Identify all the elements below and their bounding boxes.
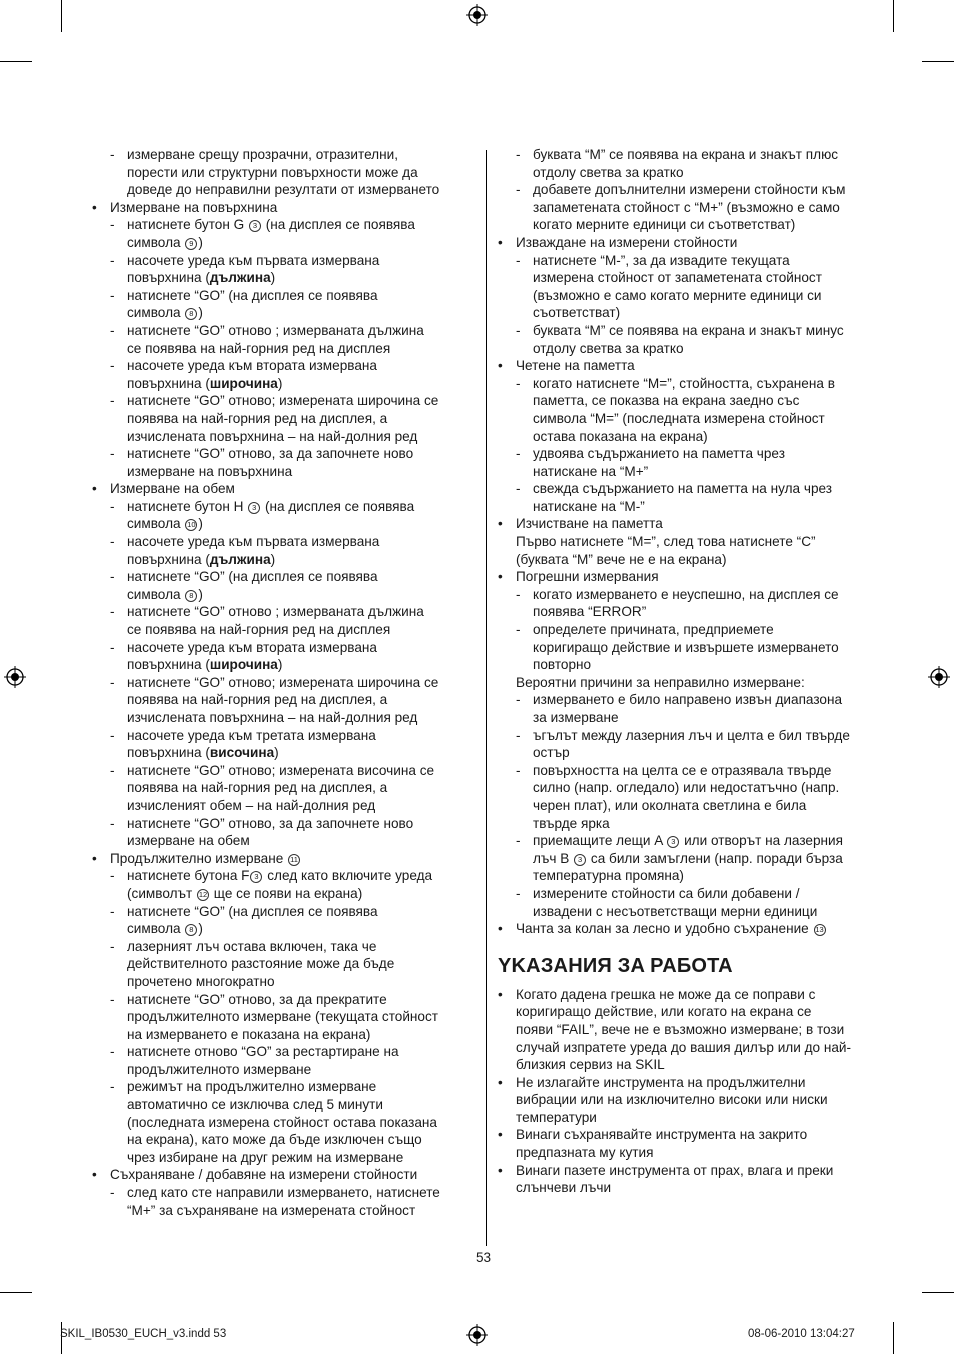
text-segment: ъгълът между лазерния лъч и целта е бил твърде	[533, 727, 850, 743]
dash-item	[496, 885, 882, 903]
text-segment: )	[198, 516, 203, 532]
text-segment: лазерният лъч остава включен, така че	[127, 938, 377, 954]
text-segment: символа	[127, 921, 185, 937]
dash-continuation	[90, 463, 475, 481]
text-segment: появява на най-горния ред на дисплея, а	[127, 780, 388, 796]
dash-continuation	[496, 410, 882, 428]
dash-item	[90, 1043, 475, 1061]
text-segment: натиснете бутон G	[127, 217, 248, 233]
dash-item	[90, 568, 475, 586]
text-segment: измерване срещу прозрачни, отразителни,	[127, 147, 398, 162]
text-segment: действителното разстояние може да бъде	[127, 956, 395, 972]
circled-number-icon: 3	[250, 871, 262, 883]
text-segment: (на дисплея се появява	[261, 217, 415, 233]
text-segment: насочете уреда към втората измервана	[127, 358, 377, 374]
dash-continuation	[90, 269, 475, 287]
text-segment: Изваждане на измерени стойности	[516, 234, 738, 250]
text-segment: символа	[127, 516, 185, 532]
circled-number-icon: 3	[574, 854, 586, 866]
text-segment: силно (напр. огледало) или недостатъчно (напр.	[533, 780, 840, 796]
dash-item	[90, 1184, 475, 1202]
text-segment: отдолу светва за кратко	[533, 340, 684, 356]
bullet-continuation	[496, 1109, 882, 1127]
text-segment: )	[198, 921, 203, 937]
text-segment: появи “FAIL”, вече не е възможно измерване; в този	[516, 1021, 845, 1037]
bullet-continuation	[496, 1003, 882, 1021]
text-segment: натиснете отново “GO” за рестартиране на	[127, 1044, 399, 1060]
text-segment: (възможно е само когато мерните единици си	[533, 287, 822, 303]
circled-number-icon: 3	[667, 836, 679, 848]
dash-continuation	[90, 1202, 475, 1220]
dash-continuation	[496, 269, 882, 287]
column-divider	[486, 150, 487, 1246]
dash-continuation	[496, 815, 882, 833]
text-segment: )	[270, 551, 276, 567]
text-segment: натиснете “GO” отново, за да започнете ново	[127, 815, 414, 831]
crop-mark	[922, 1292, 954, 1293]
text-segment: вибрации или на изключително високи или ниски	[516, 1092, 828, 1108]
dash-continuation	[90, 779, 475, 797]
text-segment: натиснете бутона F	[127, 868, 250, 884]
dash-item	[496, 832, 882, 850]
text-segment: Измерване на обем	[110, 481, 235, 497]
dash-continuation	[90, 920, 475, 938]
text-segment: натиснете бутон H	[127, 498, 248, 514]
text-segment: твърде ярка	[533, 815, 610, 831]
text-segment: повърхнина (	[127, 375, 210, 391]
text-segment: измерване на обем	[127, 833, 250, 849]
dash-item	[496, 621, 882, 639]
text-segment: се появява на най-горния ред на дисплея	[127, 340, 391, 356]
dash-continuation	[90, 621, 475, 639]
bullet-continuation	[496, 1179, 882, 1197]
text-segment: чрез избиране на друг режим на измерване	[127, 1149, 404, 1165]
bullet-continuation	[496, 1056, 882, 1074]
text-segment: натиснете “GO” отново ; измерваната дължина	[127, 604, 424, 620]
text-segment: натиснете “GO” отново, за да прекратите	[127, 991, 387, 1007]
bullet-item	[496, 568, 882, 586]
dash-continuation	[496, 709, 882, 727]
dash-continuation	[496, 498, 882, 516]
text-segment: удвоява съдържанието на паметта чрез	[533, 446, 785, 462]
dash-continuation	[90, 744, 475, 762]
dash-continuation	[90, 551, 475, 569]
bullet-item	[90, 1166, 475, 1184]
text-segment: символа “M=” (последната измерена стойност	[533, 410, 825, 426]
text-segment: Винаги пазете инструмента от прах, влага и преки	[516, 1162, 834, 1178]
dash-continuation	[90, 1114, 475, 1132]
dash-continuation	[496, 340, 882, 358]
dash-continuation	[90, 973, 475, 991]
text-segment: появява “ERROR”	[533, 604, 647, 620]
text-segment: символа	[127, 586, 185, 602]
text-segment: предпазната му кутия	[516, 1145, 654, 1161]
registration-mark-icon	[466, 4, 488, 26]
dash-continuation	[90, 691, 475, 709]
section-heading: YKAЗAHИЯ ЗA PAБOTA	[498, 954, 733, 977]
text-segment: или отворът на лазерния	[680, 833, 844, 849]
text-segment: след като сте направили измерването, натиснете	[127, 1185, 440, 1201]
text-segment: Изчистване на паметта	[516, 516, 663, 532]
dash-item	[496, 445, 882, 463]
dash-continuation	[90, 1008, 475, 1026]
dash-item	[496, 480, 882, 498]
text-segment: когато измерването е неуспешно, на дисплея се	[533, 586, 839, 602]
dash-continuation	[90, 375, 475, 393]
dash-continuation	[90, 181, 475, 199]
circled-number-icon: 12	[198, 889, 208, 899]
text-segment: температури	[516, 1109, 597, 1125]
text-segment: съответстват)	[533, 305, 621, 321]
text-segment: ще се появи на екрана)	[210, 885, 363, 901]
page-number: 53	[476, 1250, 492, 1265]
text-segment: (символът	[127, 885, 197, 901]
text-segment: измерване на повърхнина	[127, 463, 293, 479]
dash-item	[496, 252, 882, 270]
circled-number-icon: 3	[248, 502, 260, 514]
right-column	[496, 146, 882, 1197]
dash-item	[90, 903, 475, 921]
text-segment: приемащите лещи A	[533, 833, 667, 849]
bullet-item	[90, 850, 475, 868]
text-segment: насочете уреда към втората измервана	[127, 639, 377, 655]
dash-item	[90, 674, 475, 692]
circled-number-icon: 8	[185, 308, 197, 320]
dash-item	[90, 445, 475, 463]
text-segment: символа	[127, 305, 185, 321]
text-segment: натиснете “GO” отново; измерената широчина се	[127, 674, 439, 690]
dash-continuation	[90, 515, 475, 533]
text-segment: появява на най-горния ред на дисплея, а	[127, 410, 388, 426]
crop-mark	[893, 0, 894, 32]
bold-term: широчина	[209, 657, 278, 673]
text-segment: случай изпратете уреда до вашия дилър или до най-	[516, 1039, 852, 1055]
dash-item	[90, 639, 475, 657]
circled-number-icon: 9	[185, 238, 197, 250]
text-segment: натиснете “GO” отново; измерената широчина се	[127, 393, 439, 409]
text-segment: за измерване	[533, 710, 619, 725]
circled-number-icon: 10	[187, 520, 196, 530]
text-segment: натиснете “GO” (на дисплея се появява	[127, 903, 378, 919]
dash-continuation	[90, 586, 475, 604]
text-segment: запаметената стойност с “M+” (възможно е само	[533, 199, 840, 215]
dash-continuation	[496, 392, 882, 410]
text-segment: когато мерните единици си съответстват)	[533, 217, 796, 233]
text-segment: Погрешни измервания	[516, 569, 659, 585]
bullet-item	[496, 515, 882, 533]
dash-continuation	[496, 779, 882, 797]
text-segment: доведе до неправилни резултати от измерването	[127, 182, 440, 198]
dash-item	[90, 938, 475, 956]
dash-item	[496, 181, 882, 199]
dash-item	[90, 991, 475, 1009]
dash-continuation	[90, 164, 475, 182]
text-segment: натиснете “GO” отново ; измерваната дължина	[127, 322, 424, 338]
text-segment: продължителното измерване	[127, 1061, 312, 1077]
text-segment: насочете уреда към първата измервана	[127, 252, 380, 268]
dash-item	[496, 586, 882, 604]
dash-continuation	[90, 797, 475, 815]
text-segment: (на дисплея се появява	[261, 498, 415, 514]
text-segment: прочетено многократно	[127, 973, 275, 989]
text-segment: Вероятни причини за неправилно измерване:	[516, 674, 805, 690]
text-segment: определете причината, предприемете	[533, 622, 774, 638]
dash-continuation	[496, 903, 882, 921]
text-segment: появява на най-горния ред на дисплея, а	[127, 692, 388, 708]
bold-term: дължина	[209, 270, 271, 286]
bullet-continuation	[496, 1039, 882, 1057]
text-segment: близкия сервиз на SKIL	[516, 1057, 665, 1073]
text-segment: натиснете “GO” (на дисплея се появява	[127, 569, 378, 585]
bullet-continuation	[496, 674, 882, 692]
text-segment: повърхнина (	[127, 551, 210, 567]
dash-continuation	[90, 832, 475, 850]
circled-number-icon: 8	[185, 590, 197, 602]
text-segment: остър	[533, 745, 570, 761]
dash-continuation	[496, 603, 882, 621]
text-segment: коригиращо действие, или когато на екрана се	[516, 1004, 812, 1020]
dash-item	[90, 815, 475, 833]
section-list	[496, 986, 882, 1197]
bullet-item	[496, 920, 882, 938]
bullet-continuation	[496, 1021, 882, 1039]
text-segment: повърхнина (	[127, 270, 210, 286]
text-segment: повърхнина (	[127, 657, 210, 673]
text-segment: буквата “M” се появява на екрана и знакът минус	[533, 322, 844, 338]
text-segment: повторно	[533, 657, 592, 673]
text-segment: Измерване на повърхнина	[110, 199, 278, 215]
bullet-item	[496, 1162, 882, 1180]
dash-continuation	[90, 1096, 475, 1114]
dash-continuation	[90, 709, 475, 727]
bullet-continuation	[496, 551, 882, 569]
text-segment: )	[198, 305, 203, 321]
dash-continuation	[496, 744, 882, 762]
dash-continuation	[496, 867, 882, 885]
text-segment: автоматично се изключва след 5 минути	[127, 1097, 383, 1113]
dash-continuation	[496, 850, 882, 868]
text-segment: са били замъглени (напр. поради бърза	[587, 850, 843, 866]
text-segment: температурна промяна)	[533, 868, 684, 884]
text-segment: натискане на “M+”	[533, 463, 649, 479]
crop-mark	[61, 0, 62, 32]
text-segment: Винаги съхранявайте инструмента на закрито	[516, 1127, 808, 1143]
circled-number-icon: 3	[249, 220, 261, 232]
bullet-continuation	[496, 1091, 882, 1109]
dash-continuation	[90, 885, 475, 903]
crop-mark	[922, 61, 954, 62]
text-segment: натискане на “M-”	[533, 498, 645, 514]
bold-term: височина	[209, 745, 275, 761]
text-segment: )	[277, 657, 283, 673]
text-segment: след като включите уреда	[263, 868, 433, 884]
dash-continuation	[90, 1131, 475, 1149]
bold-term: широчина	[209, 375, 278, 391]
dash-item	[90, 146, 475, 164]
circled-number-icon: 13	[815, 925, 824, 935]
dash-continuation	[90, 1061, 475, 1079]
dash-item	[90, 1078, 475, 1096]
bullet-item	[90, 199, 475, 217]
text-segment: на екрана), като може да бъде изключен също	[127, 1132, 422, 1148]
dash-item	[90, 252, 475, 270]
dash-continuation	[496, 287, 882, 305]
text-segment: изчисленият обем – на най-долния ред	[127, 797, 376, 813]
dash-item	[496, 691, 882, 709]
text-segment: (буквата “M” вече не е на екрана)	[516, 551, 727, 567]
dash-item	[496, 762, 882, 780]
dash-continuation	[90, 234, 475, 252]
text-segment: отдолу светва за кратко	[533, 164, 684, 180]
dash-item	[90, 867, 475, 885]
text-segment: изчислената повърхнина – на най-долния ред	[127, 710, 418, 725]
text-segment: символа	[127, 234, 185, 250]
text-segment: измерена стойност от запаметената стойност	[533, 270, 822, 286]
bullet-continuation	[496, 1144, 882, 1162]
dash-continuation	[496, 199, 882, 217]
text-segment: свежда съдържанието на паметта на нула чрез	[533, 481, 833, 497]
text-segment: остава показана на екрана)	[533, 428, 708, 444]
left-column	[90, 146, 475, 1219]
dash-continuation	[90, 656, 475, 674]
text-segment: Чанта за колан за лесно и удобно съхранение	[516, 921, 813, 937]
text-segment: измерените стойности са били добавени /	[533, 885, 800, 901]
text-segment: повърхнина (	[127, 745, 210, 761]
text-segment: коригиращо действие и извършете измерването	[533, 639, 839, 655]
text-segment: режимът на продължително измерване	[127, 1079, 377, 1095]
crop-mark	[0, 1292, 32, 1293]
text-segment: (последната измерена стойност остава показана	[127, 1114, 437, 1130]
text-segment: натиснете “GO” отново, за да започнете ново	[127, 446, 414, 462]
bullet-item	[496, 234, 882, 252]
right-column-list	[496, 146, 882, 938]
bullet-continuation	[496, 533, 882, 551]
dash-continuation	[90, 410, 475, 428]
bullet-item	[496, 1126, 882, 1144]
text-segment: )	[277, 375, 283, 391]
dash-continuation	[90, 340, 475, 358]
dash-item	[496, 375, 882, 393]
dash-continuation	[90, 428, 475, 446]
dash-item	[496, 727, 882, 745]
text-segment: Съхраняване / добавяне на измерени стойности	[110, 1167, 418, 1183]
dash-continuation	[496, 463, 882, 481]
dash-item	[90, 392, 475, 410]
text-segment: Четене на паметта	[516, 358, 635, 374]
dash-continuation	[90, 1026, 475, 1044]
dash-continuation	[496, 428, 882, 446]
text-segment: натиснете “M-”, за да извадите текущата	[533, 252, 790, 268]
text-segment: )	[270, 270, 276, 286]
bullet-item	[90, 480, 475, 498]
dash-continuation	[90, 304, 475, 322]
registration-mark-icon	[466, 1324, 488, 1346]
text-segment: Продължително измерване	[110, 850, 288, 866]
dash-continuation	[496, 216, 882, 234]
circled-number-icon: 8	[185, 924, 197, 936]
text-segment: буквата “M” се появява на екрана и знакът плюс	[533, 147, 839, 162]
dash-item	[90, 322, 475, 340]
text-segment: )	[198, 234, 203, 250]
text-segment: паметта, се показва на екрана заедно със	[533, 393, 800, 409]
text-segment: добавете допълнителни измерени стойности към	[533, 182, 846, 198]
text-segment: натиснете “GO” (на дисплея се появява	[127, 287, 378, 303]
crop-mark	[0, 61, 32, 62]
text-segment: Когато дадена грешка не може да се поправи с	[516, 986, 816, 1002]
footer-datetime: 08-06-2010 13:04:27	[748, 1328, 855, 1340]
registration-mark-icon	[4, 666, 26, 688]
text-segment: се появява на най-горния ред на дисплея	[127, 622, 391, 638]
text-segment: насочете уреда към първата измервана	[127, 534, 380, 550]
text-segment: извадени с несъответстващи мерни единици	[533, 903, 818, 919]
text-segment: лъч B	[533, 850, 574, 866]
dash-item	[90, 727, 475, 745]
text-segment: черен плат), или околната светлина е била	[533, 797, 807, 813]
dash-item	[90, 762, 475, 780]
bold-term: дължина	[209, 551, 271, 567]
text-segment: натиснете “GO” отново; измерената височина се	[127, 762, 435, 778]
text-segment: Първо натиснете “M=”, след това натиснете “C”	[516, 534, 816, 550]
text-segment: слънчеви лъчи	[516, 1180, 612, 1196]
dash-continuation	[496, 304, 882, 322]
text-segment: изчислената повърхнина – на най-долния ред	[127, 428, 418, 444]
dash-item	[496, 322, 882, 340]
dash-continuation	[496, 164, 882, 182]
bullet-item	[496, 357, 882, 375]
crop-mark	[893, 1322, 894, 1354]
dash-item	[90, 498, 475, 516]
registration-mark-icon	[928, 666, 950, 688]
dash-item	[90, 216, 475, 234]
circled-number-icon: 11	[288, 854, 300, 866]
dash-continuation	[496, 639, 882, 657]
dash-item	[90, 533, 475, 551]
text-segment: насочете уреда към третата измервана	[127, 727, 376, 743]
text-segment: когато натиснете “M=”, стойността, съхранена в	[533, 375, 835, 391]
dash-continuation	[90, 1149, 475, 1167]
text-segment: “M+” за съхраняване на измерената стойност	[127, 1202, 416, 1218]
text-segment: на измерването е показана на екрана)	[127, 1026, 371, 1042]
text-segment: измерването е било направено извън диапазона	[533, 692, 843, 708]
dash-continuation	[90, 955, 475, 973]
bullet-item	[496, 1074, 882, 1092]
text-segment: )	[198, 586, 203, 602]
text-segment: продължителното измерване (текущата стойност	[127, 1009, 439, 1025]
dash-item	[90, 287, 475, 305]
text-segment: Не излагайте инструмента на продължителни	[516, 1074, 806, 1090]
text-segment: повърхността на целта се е отразявала твърде	[533, 762, 832, 778]
bullet-item	[496, 986, 882, 1004]
dash-continuation	[496, 797, 882, 815]
dash-item	[90, 603, 475, 621]
footer-filename: SKIL_IB0530_EUCH_v3.indd 53	[60, 1328, 227, 1340]
dash-item	[496, 146, 882, 164]
text-segment: )	[274, 745, 279, 761]
dash-item	[90, 357, 475, 375]
dash-continuation	[496, 656, 882, 674]
text-segment: порести или структурни повърхности може да	[127, 164, 418, 180]
